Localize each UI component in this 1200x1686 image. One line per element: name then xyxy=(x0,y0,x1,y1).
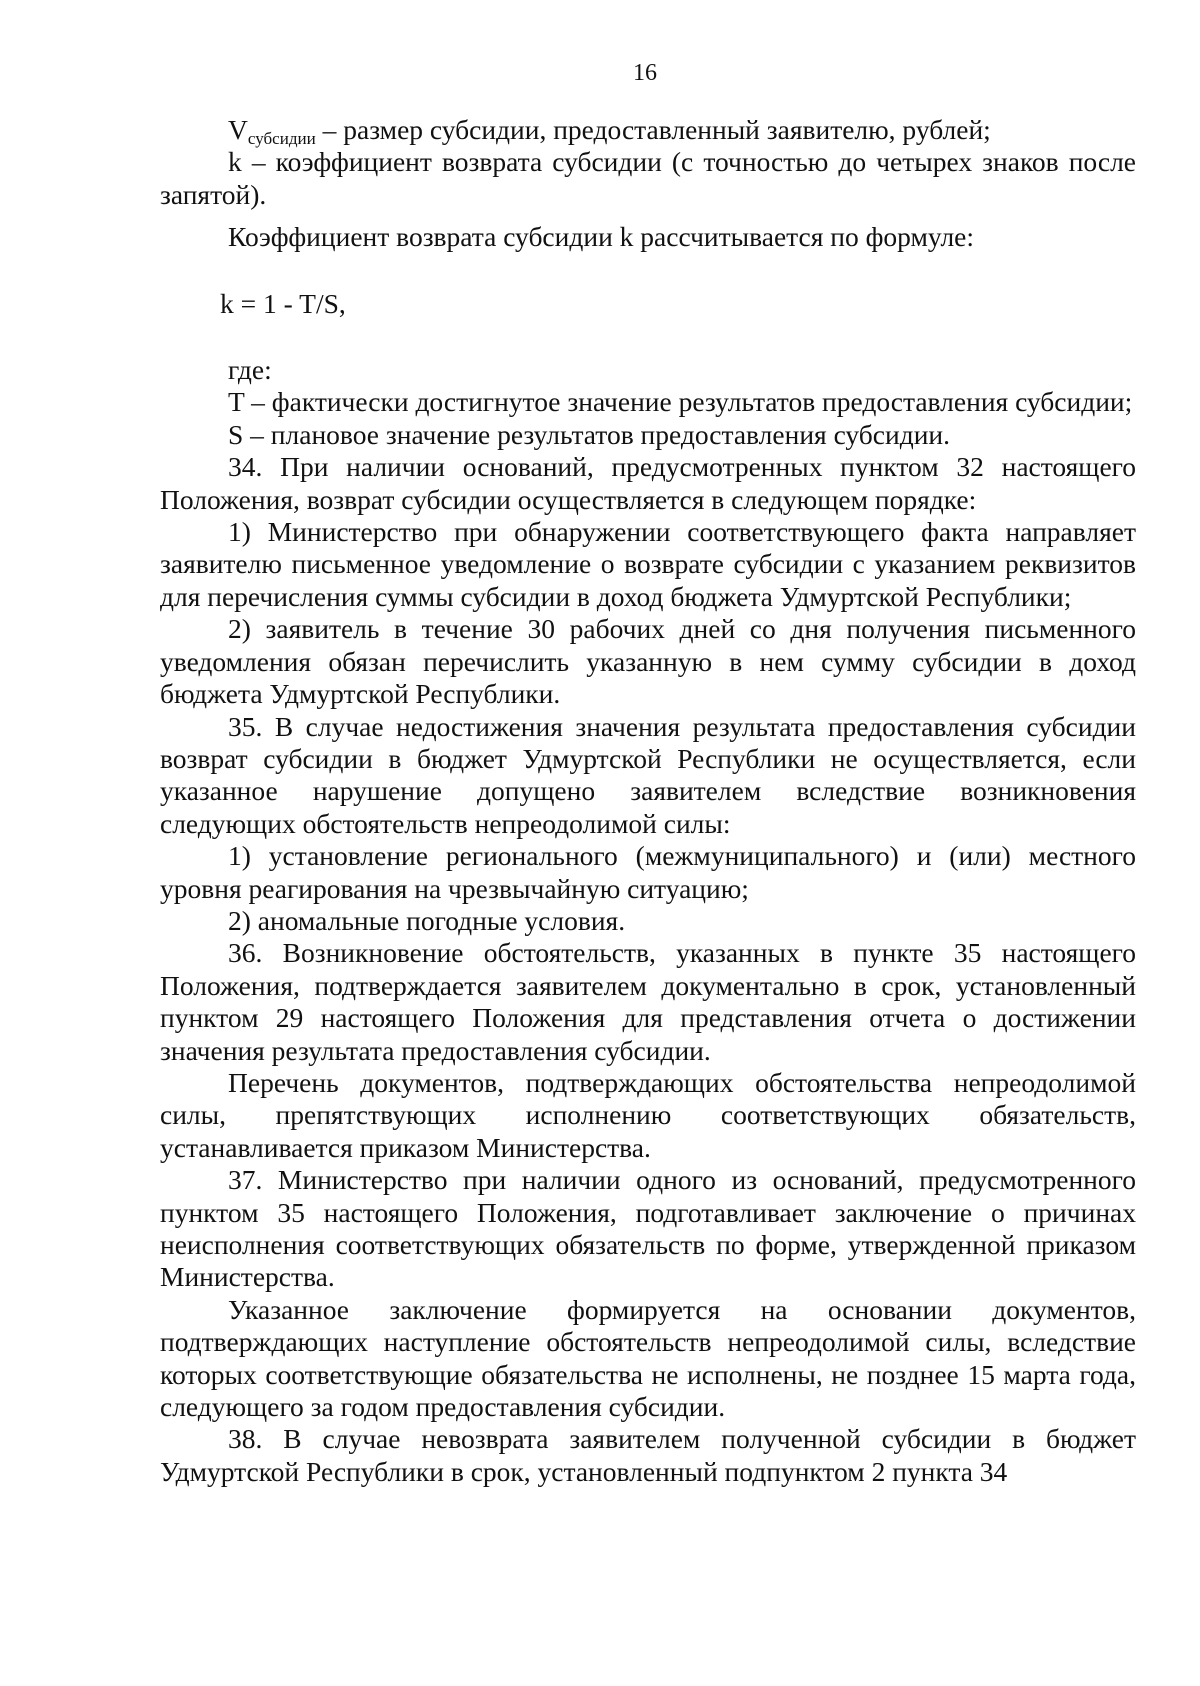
v-definition xyxy=(160,114,1136,149)
paragraph-35: 35. В случае недостижения значения результата предоставления субсидии возврат субсидии в бюджет Удмуртской Республики не осуществляется, если указанное нарушение допущено заявителем вследствие возникновения следующих обстоятельств непреодолимой силы: xyxy=(160,710,1136,839)
v-definition-text: – размер субсидии, предоставленный заявителю, рублей; xyxy=(315,114,991,145)
s-definition: S – плановое значение результатов предоставления субсидии. xyxy=(228,418,951,450)
paragraph-37-conclusion: Указанное заключение формируется на основании документов, подтверждающих наступление обстоятельств непреодолимой силы, вследствие которых соответствующие обязательства не исполнены, не позднее 15 марта года, следующего за годом предоставления субсидии. xyxy=(160,1293,1136,1423)
v-symbol: V xyxy=(228,114,248,145)
paragraph-36-documents: Перечень документов, подтверждающих обстоятельства непреодолимой силы, препятствующих исполнению соответствующих обязательств, устанавливается приказом Министерства. xyxy=(160,1066,1136,1163)
paragraph-35-item-1: 1) установление регионального (межмуниципального) и (или) местного уровня реагирования на чрезвычайную ситуацию; xyxy=(160,840,1136,904)
page-number: 16 xyxy=(633,60,657,86)
k-intro: Коэффициент возврата субсидии k рассчитывается по формуле: xyxy=(228,221,975,253)
paragraph-34: 34. При наличии оснований, предусмотренных пунктом 32 настоящего Положения, возврат субсидии осуществляется в следующем порядке: xyxy=(160,451,1136,515)
document-body xyxy=(160,114,1136,1488)
t-definition: T – фактически достигнутое значение результатов предоставления субсидии; xyxy=(228,386,1133,418)
paragraph-35-item-2: 2) аномальные погодные условия. xyxy=(228,904,626,936)
formula: k = 1 - T/S, xyxy=(220,287,346,319)
v-subscript: субсидии xyxy=(247,129,316,149)
paragraph-36: 36. Возникновение обстоятельств, указанных в пункте 35 настоящего Положения, подтверждается заявителем документально в срок, установленный пунктом 29 настоящего Положения для представления отчета о достижении значения результата предоставления субсидии. xyxy=(160,937,1136,1066)
paragraph-34-item-2: 2) заявитель в течение 30 рабочих дней со дня получения письменного уведомления обязан перечислить указанную в нем сумму субсидии в доход бюджета Удмуртской Республики. xyxy=(160,613,1136,710)
where-label: где: xyxy=(228,354,272,386)
paragraph-37: 37. Министерство при наличии одного из оснований, предусмотренного пунктом 35 настоящего Положения, подготавливает заключение о причинах неисполнения соответствующих обязательств по форме, утвержденной приказом Министерства. xyxy=(160,1164,1136,1293)
paragraph-34-item-1: 1) Министерство при обнаружении соответствующего факта направляет заявителю письменное уведомление о возврате субсидии с указанием реквизитов для перечисления суммы субсидии в доход бюджета Удмуртской Республики; xyxy=(160,516,1136,612)
paragraph-38: 38. В случае невозврата заявителем полученной субсидии в бюджет Удмуртской Республики в срок, установленный подпунктом 2 пункта 34 xyxy=(160,1423,1136,1487)
k-definition: k – коэффициент возврата субсидии (с точностью до четырех знаков после запятой). xyxy=(160,146,1136,210)
